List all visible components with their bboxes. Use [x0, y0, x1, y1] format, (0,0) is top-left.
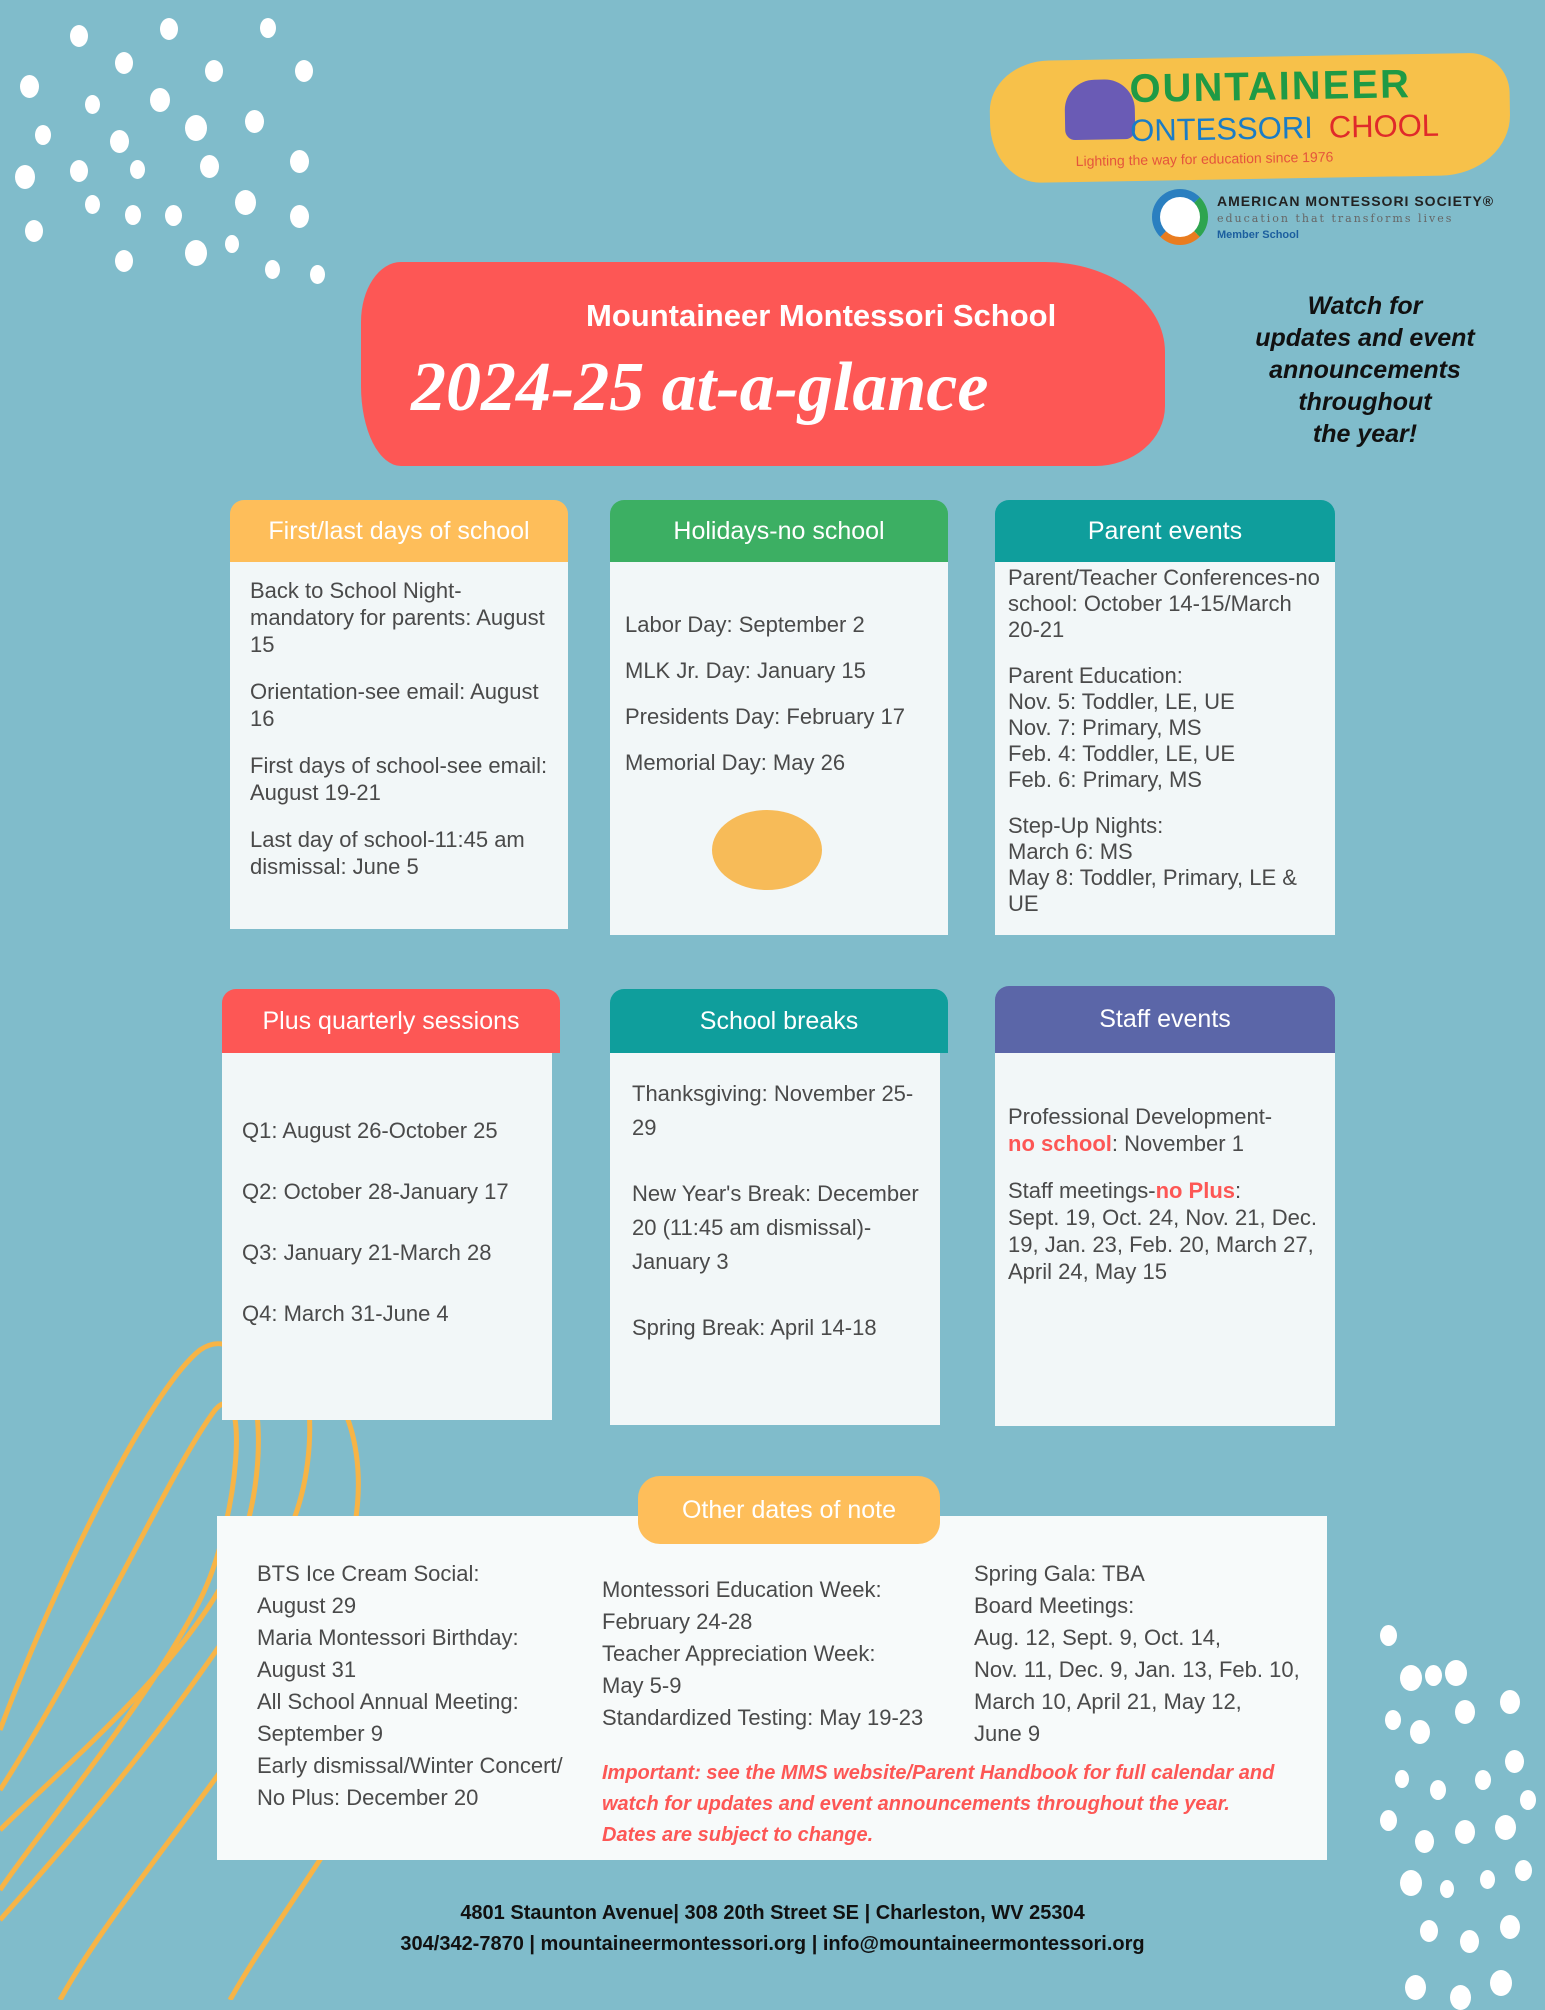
decorative-dot [1490, 1970, 1512, 1996]
decorative-dot [1415, 1830, 1434, 1853]
card-header: Staff events [995, 986, 1335, 1053]
decorative-dot [150, 88, 170, 112]
list-item: August 31 [257, 1657, 357, 1682]
school-name: Mountaineer Montessori School [586, 298, 1057, 333]
logo-line-2b: CHOOL [1328, 107, 1440, 145]
list-item: Parent Education: [1008, 663, 1183, 688]
decorative-dot [1410, 1720, 1430, 1744]
list-item: Parent/Teacher Conferences-no school: October 14-15/March 20-21 [1008, 565, 1320, 642]
decorative-dot [1395, 1770, 1409, 1788]
decorative-dot [85, 195, 100, 214]
list-item: Feb. 6: Primary, MS [1008, 767, 1202, 792]
decorative-dot [290, 205, 309, 228]
decorative-dot [125, 205, 141, 225]
list-item: May 5-9 [602, 1673, 682, 1698]
watch-line: throughout [1298, 388, 1432, 416]
decorative-dot [295, 60, 313, 82]
decorative-dot [225, 235, 239, 253]
decorative-dot [35, 125, 51, 145]
card-body [1008, 565, 1328, 917]
decorative-dot [235, 190, 256, 215]
decorative-dot [185, 240, 207, 266]
card-header: School breaks [610, 989, 948, 1053]
school-logo [989, 52, 1511, 183]
logo-line-2a: ONTESSORI [1129, 109, 1314, 149]
decorative-dot [130, 160, 145, 179]
list-item: Q4: March 31-June 4 [242, 1301, 449, 1326]
decorative-dot [1495, 1815, 1516, 1840]
card-body [250, 577, 560, 900]
list-item: Spring Gala: TBA [974, 1561, 1145, 1586]
decorative-dot [1445, 1660, 1467, 1686]
list-item: Q2: October 28-January 17 [242, 1179, 509, 1204]
list-item: Q1: August 26-October 25 [242, 1118, 498, 1143]
list-item: BTS Ice Cream Social: [257, 1561, 480, 1586]
list-item [1008, 1103, 1328, 1157]
decorative-dot [1455, 1700, 1475, 1724]
decorative-dot [245, 110, 264, 133]
list-item: Presidents Day: February 17 [625, 704, 906, 729]
decorative-dot [1400, 1665, 1422, 1691]
decorative-dot [1520, 1790, 1536, 1810]
list-item: MLK Jr. Day: January 15 [625, 658, 866, 683]
decorative-dot [1380, 1810, 1397, 1831]
decorative-dot [1505, 1750, 1524, 1773]
list-item: September 9 [257, 1721, 383, 1746]
decorative-dot [1430, 1780, 1446, 1800]
ams-name: AMERICAN MONTESSORI SOCIETY® [1217, 193, 1495, 209]
list-item: Standardized Testing: May 19-23 [602, 1705, 924, 1730]
list-item: Back to School Night-mandatory for parents: August 15 [250, 578, 545, 657]
list-item: Spring Break: April 14-18 [632, 1315, 877, 1340]
other-dates-panel [217, 1516, 1327, 1860]
watch-line: updates and event [1255, 324, 1475, 352]
other-dates-header: Other dates of note [638, 1476, 940, 1544]
decorative-dot [1440, 1880, 1454, 1898]
decorative-dot [110, 130, 129, 153]
decorative-dot [1455, 1820, 1475, 1844]
card-header: Holidays-no school [610, 500, 948, 562]
decorative-dot [1400, 1870, 1422, 1896]
list-item: Thanksgiving: November 25-29 [632, 1081, 914, 1140]
footer-address: 4801 Staunton Avenue| 308 20th Street SE | Charleston, WV 25304 [460, 1902, 1085, 1924]
important-note: Important: see the MMS website/Parent Handbook for full calendar and watch for updates and event announcements throughout the year. Dates are subject to change. [602, 1762, 1275, 1846]
title-banner [361, 262, 1165, 466]
decorative-dot [290, 150, 309, 173]
list-item: Aug. 12, Sept. 9, Oct. 14, [974, 1625, 1222, 1650]
list-item: February 24-28 [602, 1609, 753, 1634]
decorative-dot [25, 220, 43, 242]
page-title: 2024-25 at-a-glance [411, 349, 989, 426]
decorative-dot [70, 25, 88, 47]
card-header: Plus quarterly sessions [222, 989, 560, 1053]
logo-line-2 [1130, 108, 1439, 148]
decorative-dot [165, 205, 182, 226]
list-item: All School Annual Meeting: [257, 1689, 519, 1714]
list-item: Montessori Education Week: [602, 1577, 882, 1602]
list-item: Nov. 11, Dec. 9, Jan. 13, Feb. 10, [974, 1657, 1300, 1682]
footer-contact: 304/342-7870 | mountaineermontessori.org | info@mountaineermontessori.org [400, 1933, 1145, 1955]
decorative-dot [1385, 1710, 1401, 1730]
list-item: March 10, April 21, May 12, [974, 1689, 1242, 1714]
watch-line: Watch for [1307, 292, 1423, 320]
decorative-dot [310, 265, 325, 284]
decorative-dot [1480, 1870, 1495, 1889]
other-col-1 [257, 1558, 592, 1814]
decorative-dot [265, 260, 280, 279]
decorative-dot [160, 18, 178, 40]
list-item: August 29 [257, 1593, 357, 1618]
list-item: New Year's Break: December 20 (11:45 am dismissal)-January 3 [632, 1181, 919, 1274]
decorative-dot [200, 155, 219, 178]
list-item: Last day of school-11:45 am dismissal: June 5 [250, 827, 525, 879]
card-body [242, 1100, 552, 1344]
list-item: Nov. 5: Toddler, LE, UE [1008, 689, 1235, 714]
decorative-dot [1380, 1625, 1397, 1646]
list-item: March 6: MS [1008, 839, 1133, 864]
decorative-dot [20, 75, 39, 98]
decorative-dot [185, 115, 207, 141]
decorative-dot [15, 165, 35, 189]
ams-tagline: education that transforms lives [1217, 212, 1454, 225]
highlight-text: no school [1008, 1131, 1112, 1156]
item-text: Professional Development- [1008, 1104, 1273, 1129]
mask-icon [1064, 79, 1135, 140]
decorative-dot [1425, 1665, 1442, 1686]
card-header: Parent events [995, 500, 1335, 562]
decorative-dot [70, 160, 88, 182]
decorative-dot [1515, 1860, 1532, 1881]
decorative-dot [1450, 1985, 1471, 2010]
decorative-dot [260, 18, 276, 38]
highlight-text: no Plus [1155, 1178, 1236, 1203]
watch-line: the year! [1312, 420, 1418, 448]
ams-logo [1152, 189, 1495, 249]
decorative-dot [115, 52, 133, 74]
card-header: First/last days of school [230, 500, 568, 562]
decorative-dot [1405, 1975, 1426, 2000]
logo-line-1: OUNTAINEER [1129, 62, 1412, 112]
decorative-dot [85, 95, 100, 114]
list-item: Board Meetings: [974, 1593, 1135, 1618]
watch-line: announcements [1269, 356, 1461, 384]
list-item: Memorial Day: May 26 [625, 750, 846, 775]
ams-ring-icon [1152, 189, 1208, 245]
list-item [1008, 1177, 1328, 1285]
list-item: Orientation-see email: August 16 [250, 679, 539, 731]
item-text: Staff meetings- [1008, 1178, 1156, 1203]
decorative-dot [205, 60, 223, 82]
list-item: Early dismissal/Winter Concert/ [257, 1753, 563, 1778]
list-item: May 8: Toddler, Primary, LE & UE [1008, 865, 1297, 916]
list-item: Q3: January 21-March 28 [242, 1240, 492, 1265]
list-item: No Plus: December 20 [257, 1785, 479, 1810]
item-text: Sept. 19, Oct. 24, Nov. 21, Dec. 19, Jan. 23, Feb. 20, March 27, April 24, May 15 [1008, 1205, 1317, 1284]
logo-tagline: Lighting the way for education since 1976 [1075, 148, 1334, 170]
list-item: First days of school-see email: August 19-21 [250, 753, 548, 805]
list-item: Maria Montessori Birthday: [257, 1625, 519, 1650]
ams-member: Member School [1217, 229, 1299, 241]
list-item: Teacher Appreciation Week: [602, 1641, 876, 1666]
school-stamp-logo [712, 810, 822, 890]
item-text: : November 1 [1111, 1131, 1244, 1156]
list-item: Nov. 7: Primary, MS [1008, 715, 1202, 740]
card-body [1008, 1103, 1328, 1305]
card-body [625, 602, 935, 786]
decorative-dot [1500, 1690, 1520, 1714]
watch-note [1230, 290, 1500, 450]
list-item: June 9 [974, 1721, 1041, 1746]
other-col-3 [974, 1558, 1324, 1750]
list-item: Labor Day: September 2 [625, 612, 865, 637]
decorative-dot [115, 250, 133, 272]
list-item: Step-Up Nights: [1008, 813, 1164, 838]
decorative-dot [1475, 1770, 1491, 1790]
other-col-2 [602, 1574, 962, 1734]
item-text: : [1235, 1178, 1242, 1203]
card-body [632, 1077, 922, 1365]
list-item: Feb. 4: Toddler, LE, UE [1008, 741, 1236, 766]
